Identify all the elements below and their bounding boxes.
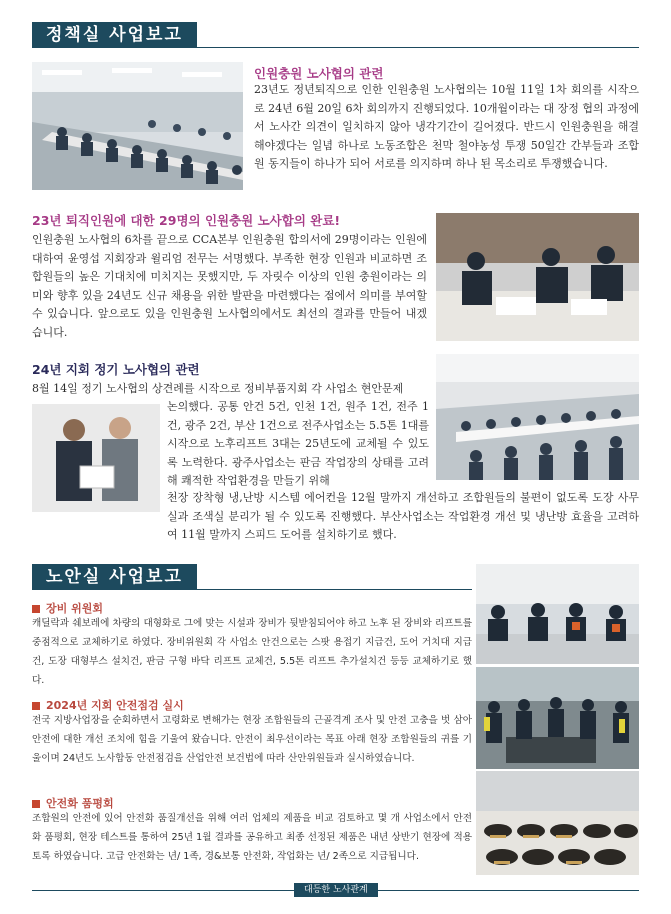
article-heading-staffing: 인원충원 노사협의 관련 bbox=[254, 66, 384, 81]
safety-inspection-photo bbox=[476, 667, 639, 769]
equipment-meeting-photo bbox=[476, 564, 639, 664]
article-body-regular-meeting-line1: 8월 14일 정기 노사협의 상견례를 시작으로 정비부품지회 각 사업소 현안문제 bbox=[32, 382, 404, 395]
article-body-regular-meeting-wrap: 논의했다. 공통 안건 5건, 인천 1건, 원주 1건, 전주 1건, 광주 2건, 부산 1건으로 전주사업소는 5.5톤 1대를 시작으로 노후리프트 3대는 25년도에 교체될 수 있도록 노력한다. 광주사업소는 판금 작업장의 상태를 고려해 쾌적한 작업환경을 만들기 위해 bbox=[167, 400, 429, 487]
body-equipment-committee: 캐딜락과 쉐보레에 차량의 대형화로 그에 맞는 시설과 장비가 뒷받침되어야 하고 노후 된 장비와 리프트를 중점적으로 교체하기로 하였다. 장비위원회 각 사업소 안건으로는 스팟 용접기 지급건, 도어 거치대 지급건, 도장 대형부스 설치건, 판금 구형 바닥 리프트 교체건, 5.5톤 리프트 추가설치건 등등 교체하기로 했다. bbox=[32, 618, 472, 686]
meeting-photo-1 bbox=[32, 62, 243, 190]
handshake-photo bbox=[32, 404, 160, 512]
subheading-equipment-committee-text: 장비 위원회 bbox=[46, 602, 103, 615]
safety-section-title: 노안실 사업보고 bbox=[32, 564, 197, 590]
bullet-square-icon bbox=[32, 800, 40, 808]
subheading-safety-shoes-text: 안전화 품평회 bbox=[46, 797, 114, 810]
article-body-agreement: 인원충원 노사협의 6차를 끝으로 CCA본부 인원충원 합의서에 29명이라는 인원에 대하여 윤영섭 지회장과 윌리엄 전무는 서명했다. 부족한 현장 인원과 비교하면 조합원들의 높은 기대치에 미치지는 못했지만, 두 자릿수 이상의 인원 충원이라는 의미와 향후 있을 24년도 신규 채용을 위한 발판을 마련했다는 점에서 의미를 부여할 수 있습니다. 앞으로도 있을 인원충원 노사협의에서도 최선의 결과를 만들어 내겠습니다. bbox=[32, 233, 427, 339]
article-body-staffing: 23년도 정년퇴직으로 인한 인원충원 노사협의는 10월 11일 1차 회의를 시작으로 24년 6월 20일 6차 회의까지 진행되었다. 10개월이라는 대 장정 협의 과정에서 노사간 의견이 일치하지 않아 냉각기간이 길어졌다. 반드시 인원충원을 해결해야겠다는 일념 하나로 노동조합은 천막 철야농성 투쟁 50일간 간부들과 조합원 동지들이 하나가 되어 서로를 의지하며 하나 된 목소리로 투쟁했습니다. bbox=[254, 83, 639, 170]
signing-photo bbox=[436, 213, 639, 341]
article-heading-agreement: 23년 퇴직인원에 대한 29명의 인원충원 노사합의 완료! bbox=[32, 213, 341, 228]
footer-badge: 대등한 노사관계 bbox=[294, 883, 378, 897]
body-safety-inspection: 전국 지방사업장을 순회하면서 고령화로 변해가는 현장 조합원들의 근골격계 조사 및 안전 고충을 벗 삼아 안전에 대한 개선 조치에 힘을 기울여 왔습니다. 안전이 최우선이라는 목표 아래 현장 조합원들의 귀를 기울이며 24년도 노사합동 안전점검을 산업안전 보건법에 따라 산안위원들과 실시하였습니다. bbox=[32, 715, 472, 764]
body-safety-shoes: 조합원의 안전에 있어 안전화 품질개선을 위해 여러 업체의 제품을 비교 검토하고 몇 개 사업소에서 안전화 품평회, 현장 테스트를 통하여 25년 1월 결과를 공유하고 최종 선정된 제품은 내년 상반기 현장에 적용토록 하였습니다. 고급 안전화는 년/ 1족, 경&보통 안전화, 작업화는 년/ 2족으로 지급됩니다. bbox=[32, 813, 472, 862]
safety-section-rule bbox=[32, 589, 472, 590]
policy-section-rule bbox=[32, 47, 639, 48]
article-body-regular-meeting-tail: 천장 장착형 냉,난방 시스템 에어컨을 12월 말까지 개선하고 조합원들의 불편이 없도록 도장 사무실과 조색실 분리가 될 수 있도록 진행했다. 부산사업소는 작업환경 개선 및 냉난방 효율을 고려하여 11월 말까지 스피드 도어를 설치하기로 했다. bbox=[167, 491, 639, 541]
policy-section-title: 정책실 사업보고 bbox=[32, 22, 197, 48]
bullet-square-icon bbox=[32, 702, 40, 710]
meeting-photo-2 bbox=[436, 354, 639, 480]
safety-shoes-photo bbox=[476, 771, 639, 875]
bullet-square-icon bbox=[32, 605, 40, 613]
subheading-safety-inspection-text: 2024년 지회 안전점검 실시 bbox=[46, 699, 184, 712]
article-heading-regular-meeting: 24년 지회 정기 노사협의 관련 bbox=[32, 362, 200, 377]
